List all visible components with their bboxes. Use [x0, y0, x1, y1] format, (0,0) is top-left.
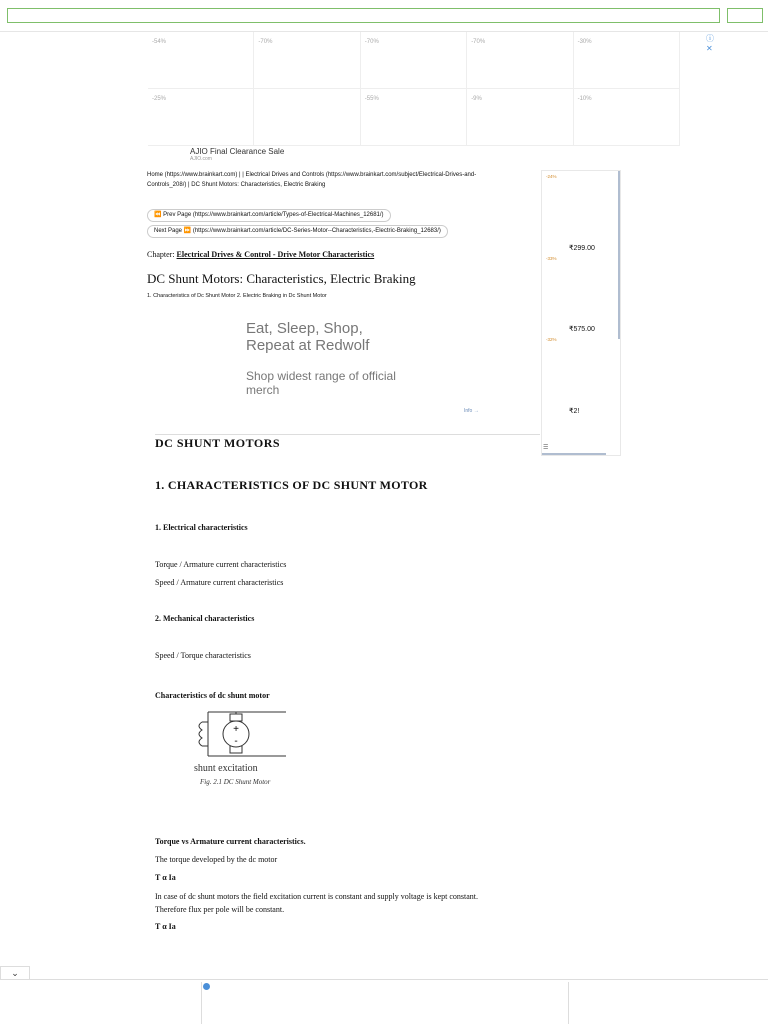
formula: T α Ia: [155, 873, 176, 882]
discount-label: -55%: [364, 96, 379, 102]
ad-product-tile[interactable]: [467, 89, 573, 146]
chapter-label: Chapter:: [147, 250, 177, 259]
ad-headline: Eat, Sleep, Shop, Repeat at Redwolf: [246, 320, 370, 354]
divider: [201, 982, 202, 1024]
ad-scrollbar: [618, 171, 620, 339]
figure-caption: Fig. 2.1 DC Shunt Motor: [200, 778, 271, 786]
ad-product-tile[interactable]: [361, 89, 467, 146]
section-heading: DC SHUNT MOTORS: [155, 436, 281, 450]
section-heading: 1. CHARACTERISTICS OF DC SHUNT MOTOR: [155, 478, 428, 492]
adchoices-icon[interactable]: ⓘ ✕: [706, 34, 714, 53]
menu-icon[interactable]: ☰: [543, 445, 549, 451]
discount-label: -54%: [152, 39, 167, 45]
price-label[interactable]: ₹575.00: [569, 326, 595, 333]
next-page-button[interactable]: Next Page ⏩ (https://www.brainkart.com/article/DC-Series-Motor--Characteristics,-Electric-Braking_12683/): [147, 225, 448, 238]
discount-label: -32%: [546, 337, 557, 342]
ad-product-tile[interactable]: [148, 89, 254, 146]
ad-caption-source: AJIO.com: [190, 156, 212, 162]
dc-shunt-motor-figure: [178, 708, 308, 788]
chapter-link[interactable]: Electrical Drives & Control - Drive Motor Characteristics: [176, 250, 375, 259]
discount-label: -33%: [546, 256, 557, 261]
paragraph: In case of dc shunt motors the field excitation current is constant and supply voltage is kept constant. Therefore flux per pole will be constant.: [155, 892, 479, 914]
breadcrumb[interactable]: Home (https://www.brainkart.com) | | Electrical Drives and Controls (https://www.brainkart.com/subject/Electrical-Drives-and-Controls_208/) | DC Shunt Motors: Characteristics, Electric Braking: [147, 172, 477, 188]
discount-label: -30%: [577, 39, 592, 45]
ad-product-tile[interactable]: [254, 32, 360, 89]
subsection-heading: 1. Electrical characteristics: [155, 523, 248, 532]
formula: T α Ia: [155, 922, 176, 931]
ad-product-tile[interactable]: [467, 32, 573, 89]
discount-label: -24%: [546, 174, 557, 179]
price-label[interactable]: ₹299.00: [569, 245, 595, 252]
ad-product-grid: [148, 32, 680, 146]
divider: [568, 982, 569, 1024]
list-item: Speed / Armature current characteristics: [155, 578, 284, 587]
svg-text:+: +: [233, 724, 239, 735]
collapse-ad-button[interactable]: ⌄: [0, 966, 30, 980]
subsection-heading: 2. Mechanical characteristics: [155, 614, 255, 623]
ad-product-tile[interactable]: [254, 89, 360, 146]
discount-label: -9%: [471, 96, 482, 102]
ad-bottom-bar: [542, 453, 606, 455]
list-item: Torque / Armature current characteristics: [155, 560, 287, 569]
ad-info-link[interactable]: Info →: [464, 408, 479, 414]
table-of-contents[interactable]: 1. Characteristics of Dc Shunt Motor 2. Electric Braking in Dc Shunt Motor: [147, 293, 327, 299]
price-label[interactable]: ₹2!: [569, 408, 580, 415]
search-input[interactable]: [7, 8, 720, 23]
bottom-ad-bar[interactable]: [0, 979, 768, 1024]
subsection-heading: Torque vs Armature current characteristics.: [155, 837, 306, 846]
ad-product-tile[interactable]: [148, 32, 254, 89]
ad-caption[interactable]: AJIO Final Clearance Sale: [190, 147, 285, 156]
side-ad[interactable]: [541, 170, 621, 456]
ad-product-tile[interactable]: [574, 32, 680, 89]
discount-label: -70%: [364, 39, 379, 45]
ad-product-tile[interactable]: [574, 89, 680, 146]
adchoices-icon[interactable]: [203, 983, 210, 990]
search-button[interactable]: [727, 8, 763, 23]
discount-label: -70%: [471, 39, 486, 45]
discount-label: -25%: [152, 96, 167, 102]
chapter-line: [147, 250, 374, 259]
page-title: DC Shunt Motors: Characteristics, Electric Braking: [147, 271, 416, 286]
top-search-bar: [0, 0, 768, 32]
discount-label: -70%: [258, 39, 273, 45]
discount-label: -10%: [577, 96, 592, 102]
redwolf-ad[interactable]: [240, 320, 540, 430]
paragraph: The torque developed by the dc motor: [155, 855, 278, 864]
ad-product-tile[interactable]: [361, 32, 467, 89]
subsection-heading: Characteristics of dc shunt motor: [155, 691, 270, 700]
divider: [155, 434, 540, 435]
svg-text:-: -: [234, 736, 238, 747]
ad-subtext: Shop widest range of official merch: [246, 369, 396, 397]
figure-label: shunt excitation: [194, 763, 258, 774]
prev-page-button[interactable]: ⏪ Prev Page (https://www.brainkart.com/article/Types-of-Electrical-Machines_12681/): [147, 209, 391, 222]
top-ad-banner[interactable]: [148, 32, 714, 162]
list-item: Speed / Torque characteristics: [155, 651, 251, 660]
